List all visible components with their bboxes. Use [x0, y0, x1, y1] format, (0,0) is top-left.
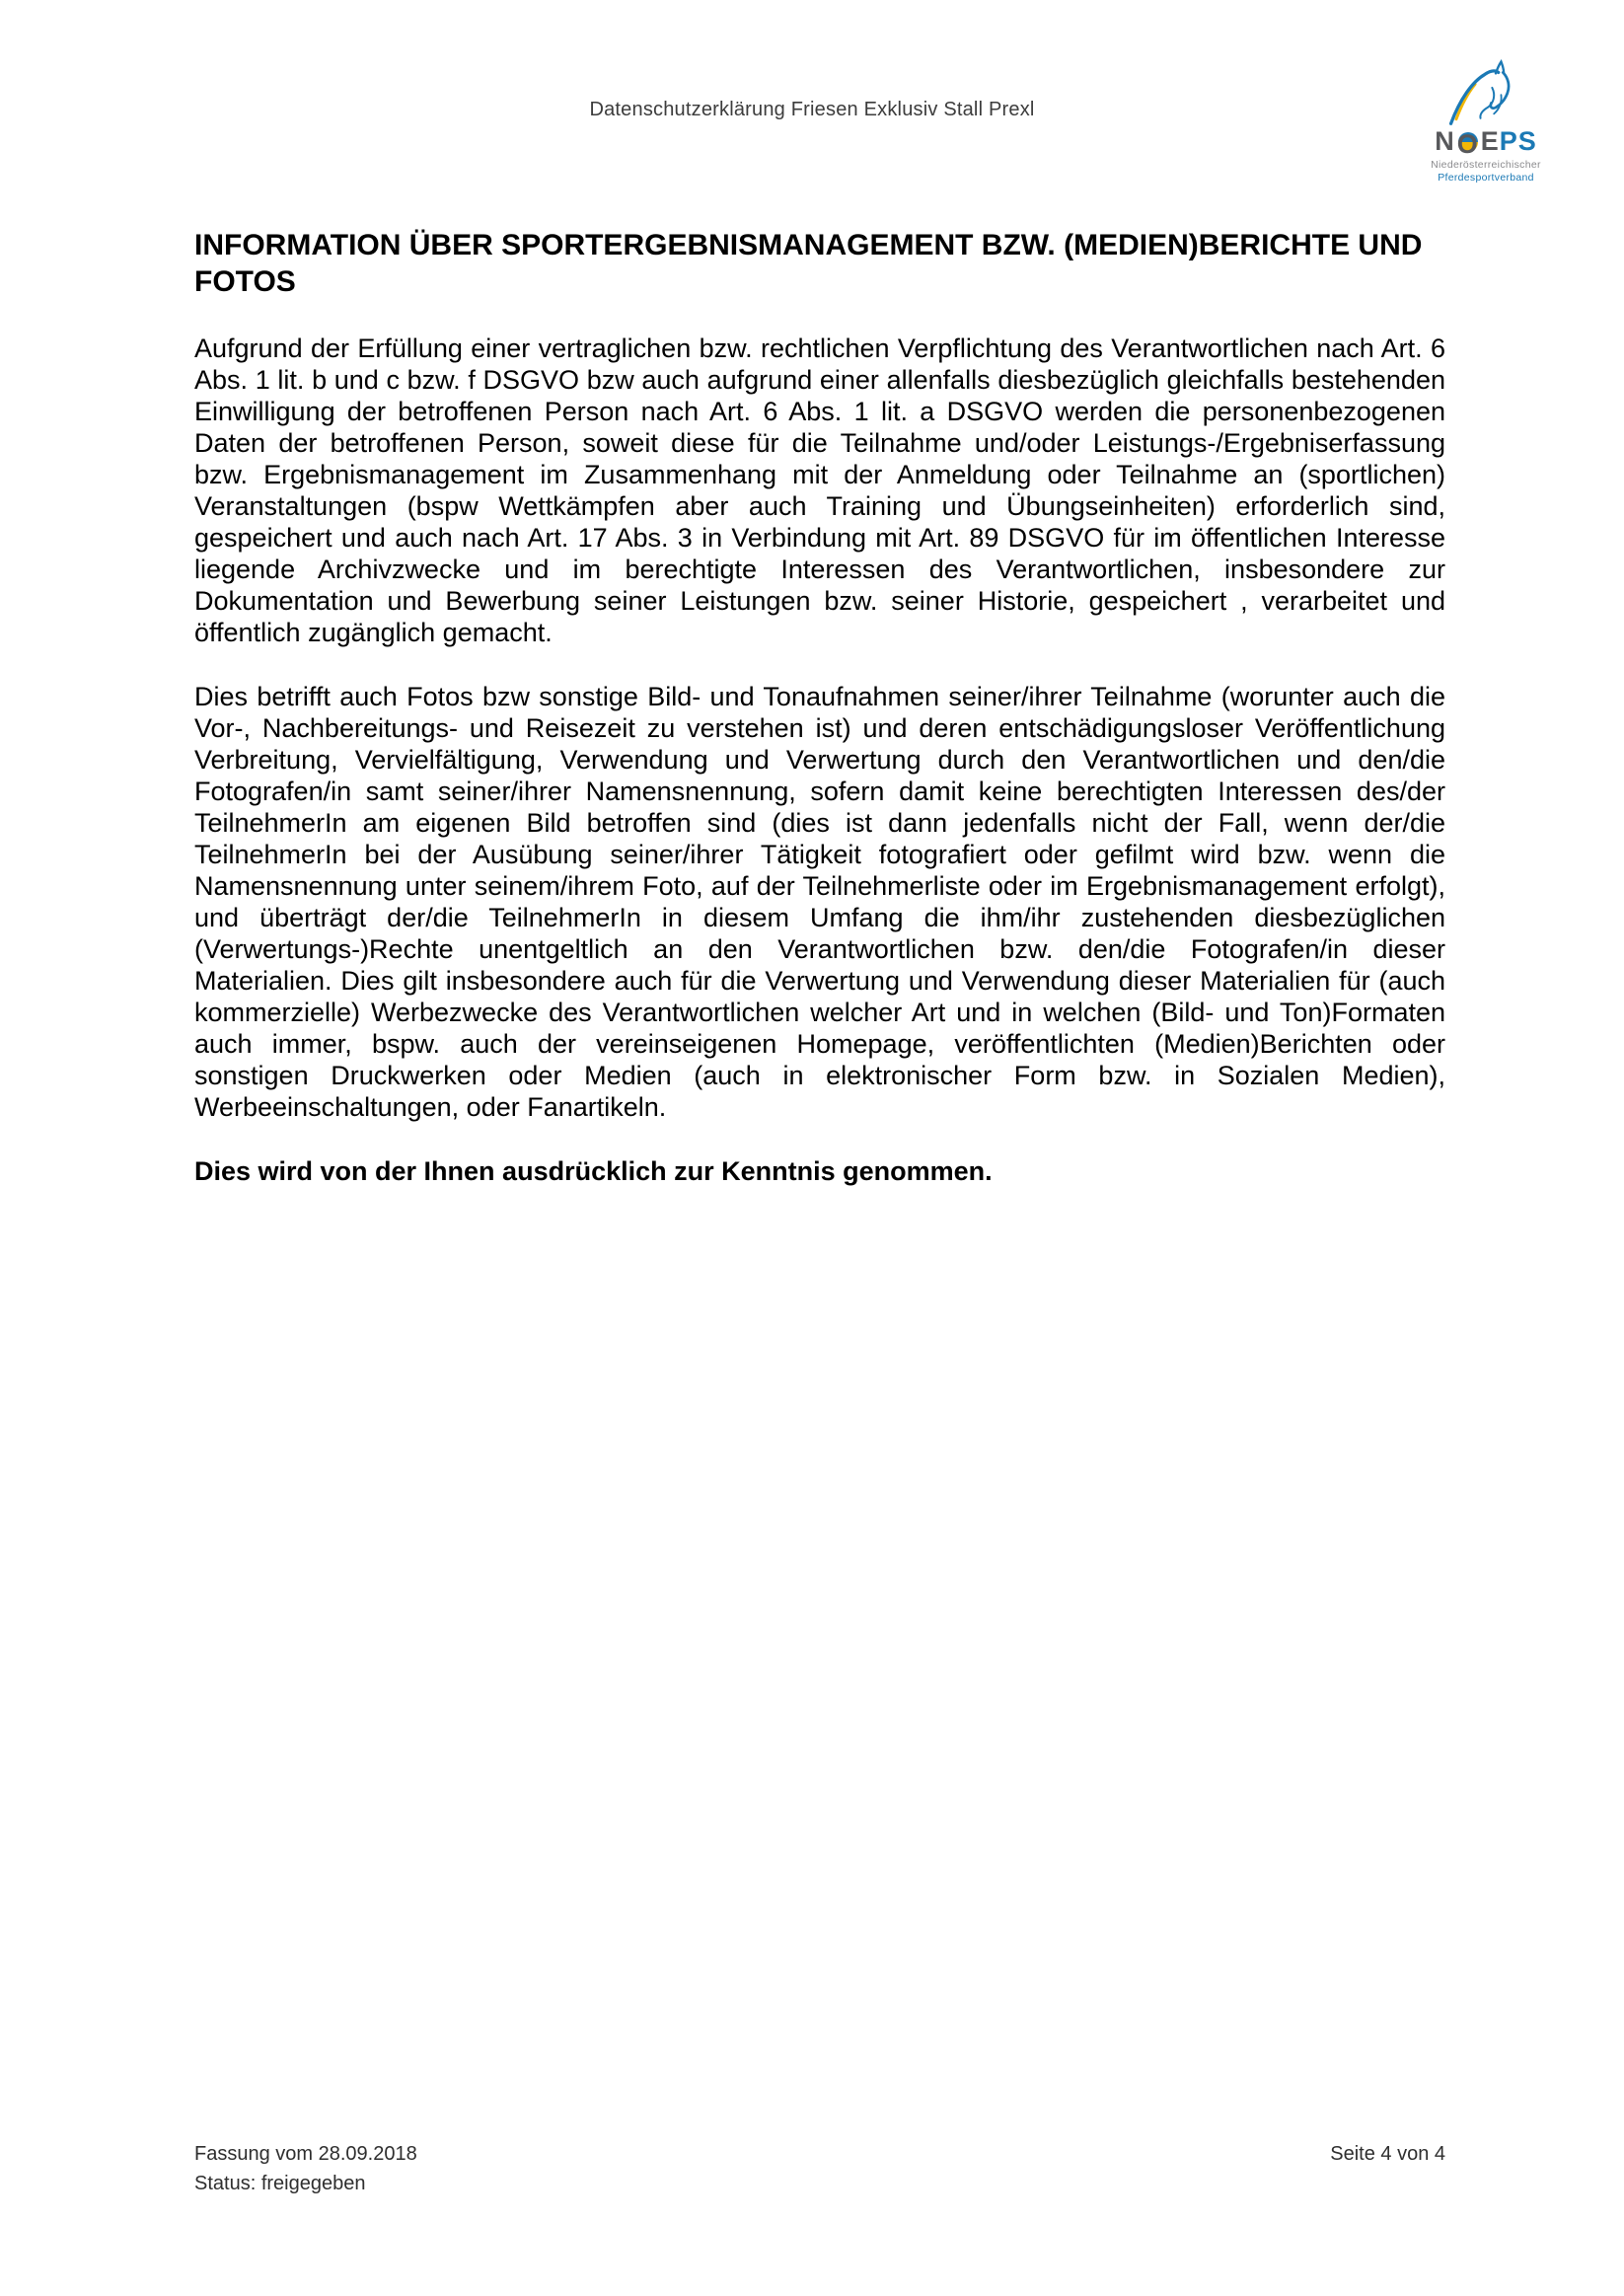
logo-letter-o: O	[1456, 128, 1479, 159]
section-heading: INFORMATION ÜBER SPORTERGEBNISMANAGEMENT BZW. (MEDIEN)BERICHTE UND FOTOS	[194, 229, 1423, 298]
logo-letter-n: N	[1435, 126, 1455, 156]
horse-head-icon	[1423, 47, 1549, 126]
footer-version: Fassung vom 28.09.2018	[194, 2143, 417, 2165]
acknowledgement-statement: Dies wird von der Ihnen ausdrücklich zur Kenntnis genommen.	[194, 1156, 993, 1186]
footer-status: Status: freigegeben	[194, 2173, 366, 2194]
document-header-title: Datenschutzerklärung Friesen Exklusiv Stall Prexl	[589, 99, 1035, 120]
logo-letter-e: E	[1480, 126, 1500, 156]
noeps-wordmark	[1419, 126, 1553, 159]
footer-page-number: Seite 4 von 4	[1330, 2143, 1445, 2165]
logo-tagline-line2: Pferdesportverband	[1438, 172, 1534, 184]
document-content	[194, 227, 1445, 1187]
logo-tagline	[1419, 159, 1553, 185]
paragraph-photos-media: Dies betrifft auch Fotos bzw sonstige Bild- und Tonaufnahmen seiner/ihrer Teilnahme (worunter auch die Vor-, Nachbereitungs- und Reisezeit zu verstehen ist) und deren entschädigungsloser Veröffentlichung Verbreitung, Vervielfältigung, Verwendung und Verwertung durch den Verantwortlichen und den/die Fotografen/in samt seiner/ihrer Namensnennung, sofern damit keine berechtigten Interessen des/der TeilnehmerIn am eigenen Bild betroffen sind (dies ist dann jedenfalls nicht der Fall, wenn der/die TeilnehmerIn bei der Ausübung seiner/ihrer Tätigkeit fotografiert oder gefilmt wird bzw. wenn die Namensnennung unter seinem/ihrem Foto, auf der Teilnehmerliste oder im Ergebnismanagement erfolgt), und überträgt der/die TeilnehmerIn in diesem Umfang die ihm/ihr zustehenden diesbezüglichen (Verwertungs-)Rechte unentgeltlich an den Verantwortlichen bzw. den/die Fotografen/in dieser Materialien. Dies gilt insbesondere auch für die Verwertung und Verwendung dieser Materialien für (auch kommerzielle) Werbezwecke des Verantwortlichen welcher Art und in welchen (Bild- und Ton)Formaten auch immer, bspw. auch der vereinseigenen Homepage, veröffentlichten (Medien)Berichten oder sonstigen Druckwerken oder Medien (auch in elektronischer Form bzw. in Sozialen Medien), Werbeeinschaltungen, oder Fanartikeln.	[194, 682, 1445, 1122]
footer-left-block	[194, 2139, 417, 2198]
logo-tagline-line1: Niederösterreichischer	[1431, 159, 1541, 171]
logo-letters-ps: PS	[1499, 126, 1537, 156]
paragraph-legal-basis: Aufgrund der Erfüllung einer vertraglichen bzw. rechtlichen Verpflichtung des Verantwortlichen nach Art. 6 Abs. 1 lit. b und c bzw. f DSGVO bzw auch aufgrund einer allenfalls diesbezüglich gleichfalls bestehenden Einwilligung der betroffenen Person nach Art. 6 Abs. 1 lit. a DSGVO werden die personenbezogenen Daten der betroffenen Person, soweit diese für die Teilnahme und/oder Leistungs-/Ergebniserfassung bzw. Ergebnismanagement im Zusammenhang mit der Anmeldung oder Teilnahme an (sportlichen) Veranstaltungen (bspw Wettkämpfen aber auch Training und Übungseinheiten) erforderlich sind, gespeichert und auch nach Art. 17 Abs. 3 in Verbindung mit Art. 89 DSGVO für im öffentlichen Interesse liegende Archivzwecke und im berechtigte Interessen des Verantwortlichen, insbesondere zur Dokumentation und Bewerbung seiner Leistungen bzw. seiner Historie, gespeichert , verarbeitet und öffentlich zugänglich gemacht.	[194, 333, 1445, 647]
noeps-logo	[1419, 47, 1553, 185]
